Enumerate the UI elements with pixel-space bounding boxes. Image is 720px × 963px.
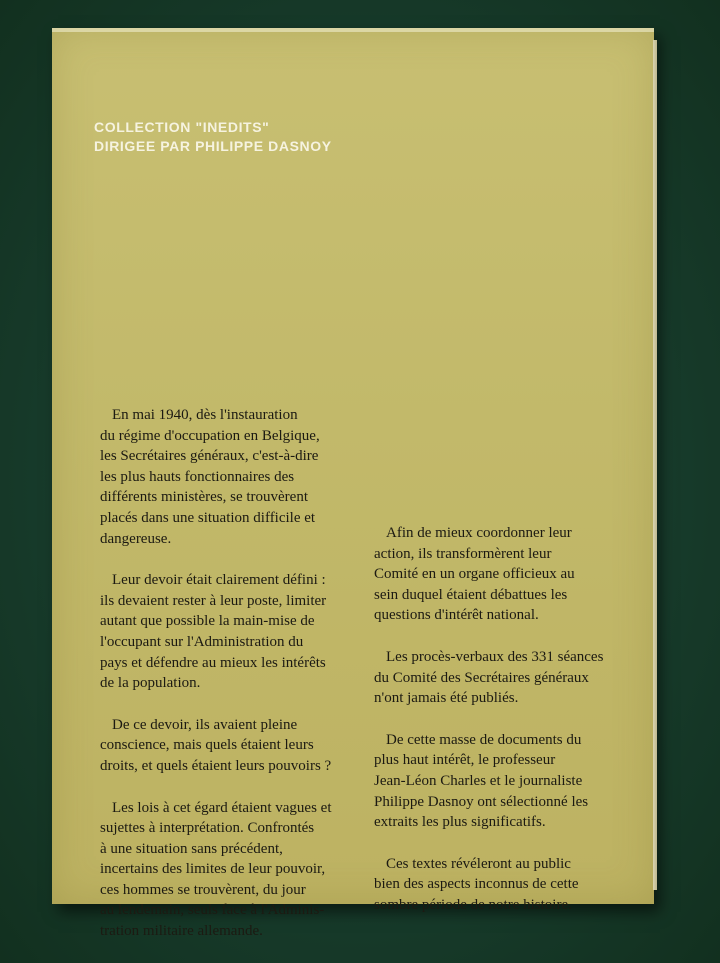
collection-title: COLLECTION "INEDITS" <box>94 119 270 135</box>
blurb-line: questions d'intérêt national. <box>374 607 539 624</box>
blurb-line: extraits les plus significatifs. <box>374 814 546 831</box>
blurb-right-column <box>374 523 674 937</box>
blurb-line: sombre période de notre histoire. <box>374 896 572 913</box>
blurb-line: action, ils transformèrent leur <box>374 545 552 562</box>
blurb-paragraph <box>374 730 674 833</box>
blurb-paragraph <box>100 798 380 942</box>
blurb-line: les plus hauts fonctionnaires des <box>100 468 295 485</box>
collection-director: DIRIGEE PAR PHILIPPE DASNOY <box>94 138 332 154</box>
blurb-line: dangereuse. <box>100 530 172 547</box>
blurb-line: Ces textes révéleront au public <box>386 855 571 872</box>
blurb-line: tration militaire allemande. <box>100 923 263 940</box>
collection-heading <box>94 118 332 156</box>
blurb-line: droits, et quels étaient leurs pouvoirs ? <box>100 757 332 774</box>
blurb-line: De cette masse de documents du <box>386 731 582 748</box>
blurb-line: sein duquel étaient débattues les <box>374 586 568 603</box>
blurb-paragraph <box>374 647 674 709</box>
blurb-line: de la population. <box>100 675 201 692</box>
blurb-paragraph <box>100 570 380 694</box>
blurb-line: l'occupant sur l'Administration du <box>100 633 304 650</box>
blurb-line: à une situation sans précédent, <box>100 840 283 857</box>
blurb-line: plus haut intérêt, le professeur <box>374 752 556 769</box>
blurb-line: En mai 1940, dès l'instauration <box>112 407 298 423</box>
blurb-line: ces hommes se trouvèrent, du jour <box>100 881 306 898</box>
blurb-line: incertains des limites de leur pouvoir, <box>100 861 326 878</box>
blurb-paragraph <box>374 523 674 626</box>
blurb-line: Philippe Dasnoy ont sélectionné les <box>374 793 589 810</box>
blurb-line: Les lois à cet égard étaient vagues et <box>112 799 332 816</box>
blurb-line: du régime d'occupation en Belgique, <box>100 427 320 444</box>
blurb-left-column <box>100 405 380 963</box>
blurb-line: autant que possible la main-mise de <box>100 613 315 630</box>
blurb-line: différents ministères, se trouvèrent <box>100 489 308 506</box>
blurb-line: placés dans une situation difficile et <box>100 509 316 526</box>
blurb-line: sujettes à interprétation. Confrontés <box>100 820 315 837</box>
blurb-line: ils devaient rester à leur poste, limiter <box>100 592 327 609</box>
blurb-line: bien des aspects inconnus de cette <box>374 876 579 893</box>
blurb-paragraph <box>100 405 380 549</box>
blurb-line: n'ont jamais été publiés. <box>374 690 519 707</box>
blurb-line: conscience, mais quels étaient leurs <box>100 737 314 754</box>
blurb-line: au lendemain, seuls face à l'Adminis- <box>100 902 325 919</box>
blurb-line: Jean-Léon Charles et le journaliste <box>374 772 583 789</box>
book-back-cover <box>52 28 654 940</box>
blurb-line: pays et défendre au mieux les intérêts <box>100 654 326 671</box>
blurb-line: les Secrétaires généraux, c'est-à-dire <box>100 448 319 465</box>
blurb-line: Leur devoir était clairement défini : <box>112 572 326 589</box>
blurb-line: Afin de mieux coordonner leur <box>386 525 572 541</box>
blurb-line: Comité en un organe officieux au <box>374 566 575 583</box>
blurb-line: Les procès-verbaux des 331 séances <box>386 648 604 665</box>
blurb-line: du Comité des Secrétaires généraux <box>374 669 589 686</box>
blurb-paragraph <box>374 854 674 916</box>
blurb-line: De ce devoir, ils avaient pleine <box>112 716 298 733</box>
blurb-paragraph <box>100 715 380 777</box>
